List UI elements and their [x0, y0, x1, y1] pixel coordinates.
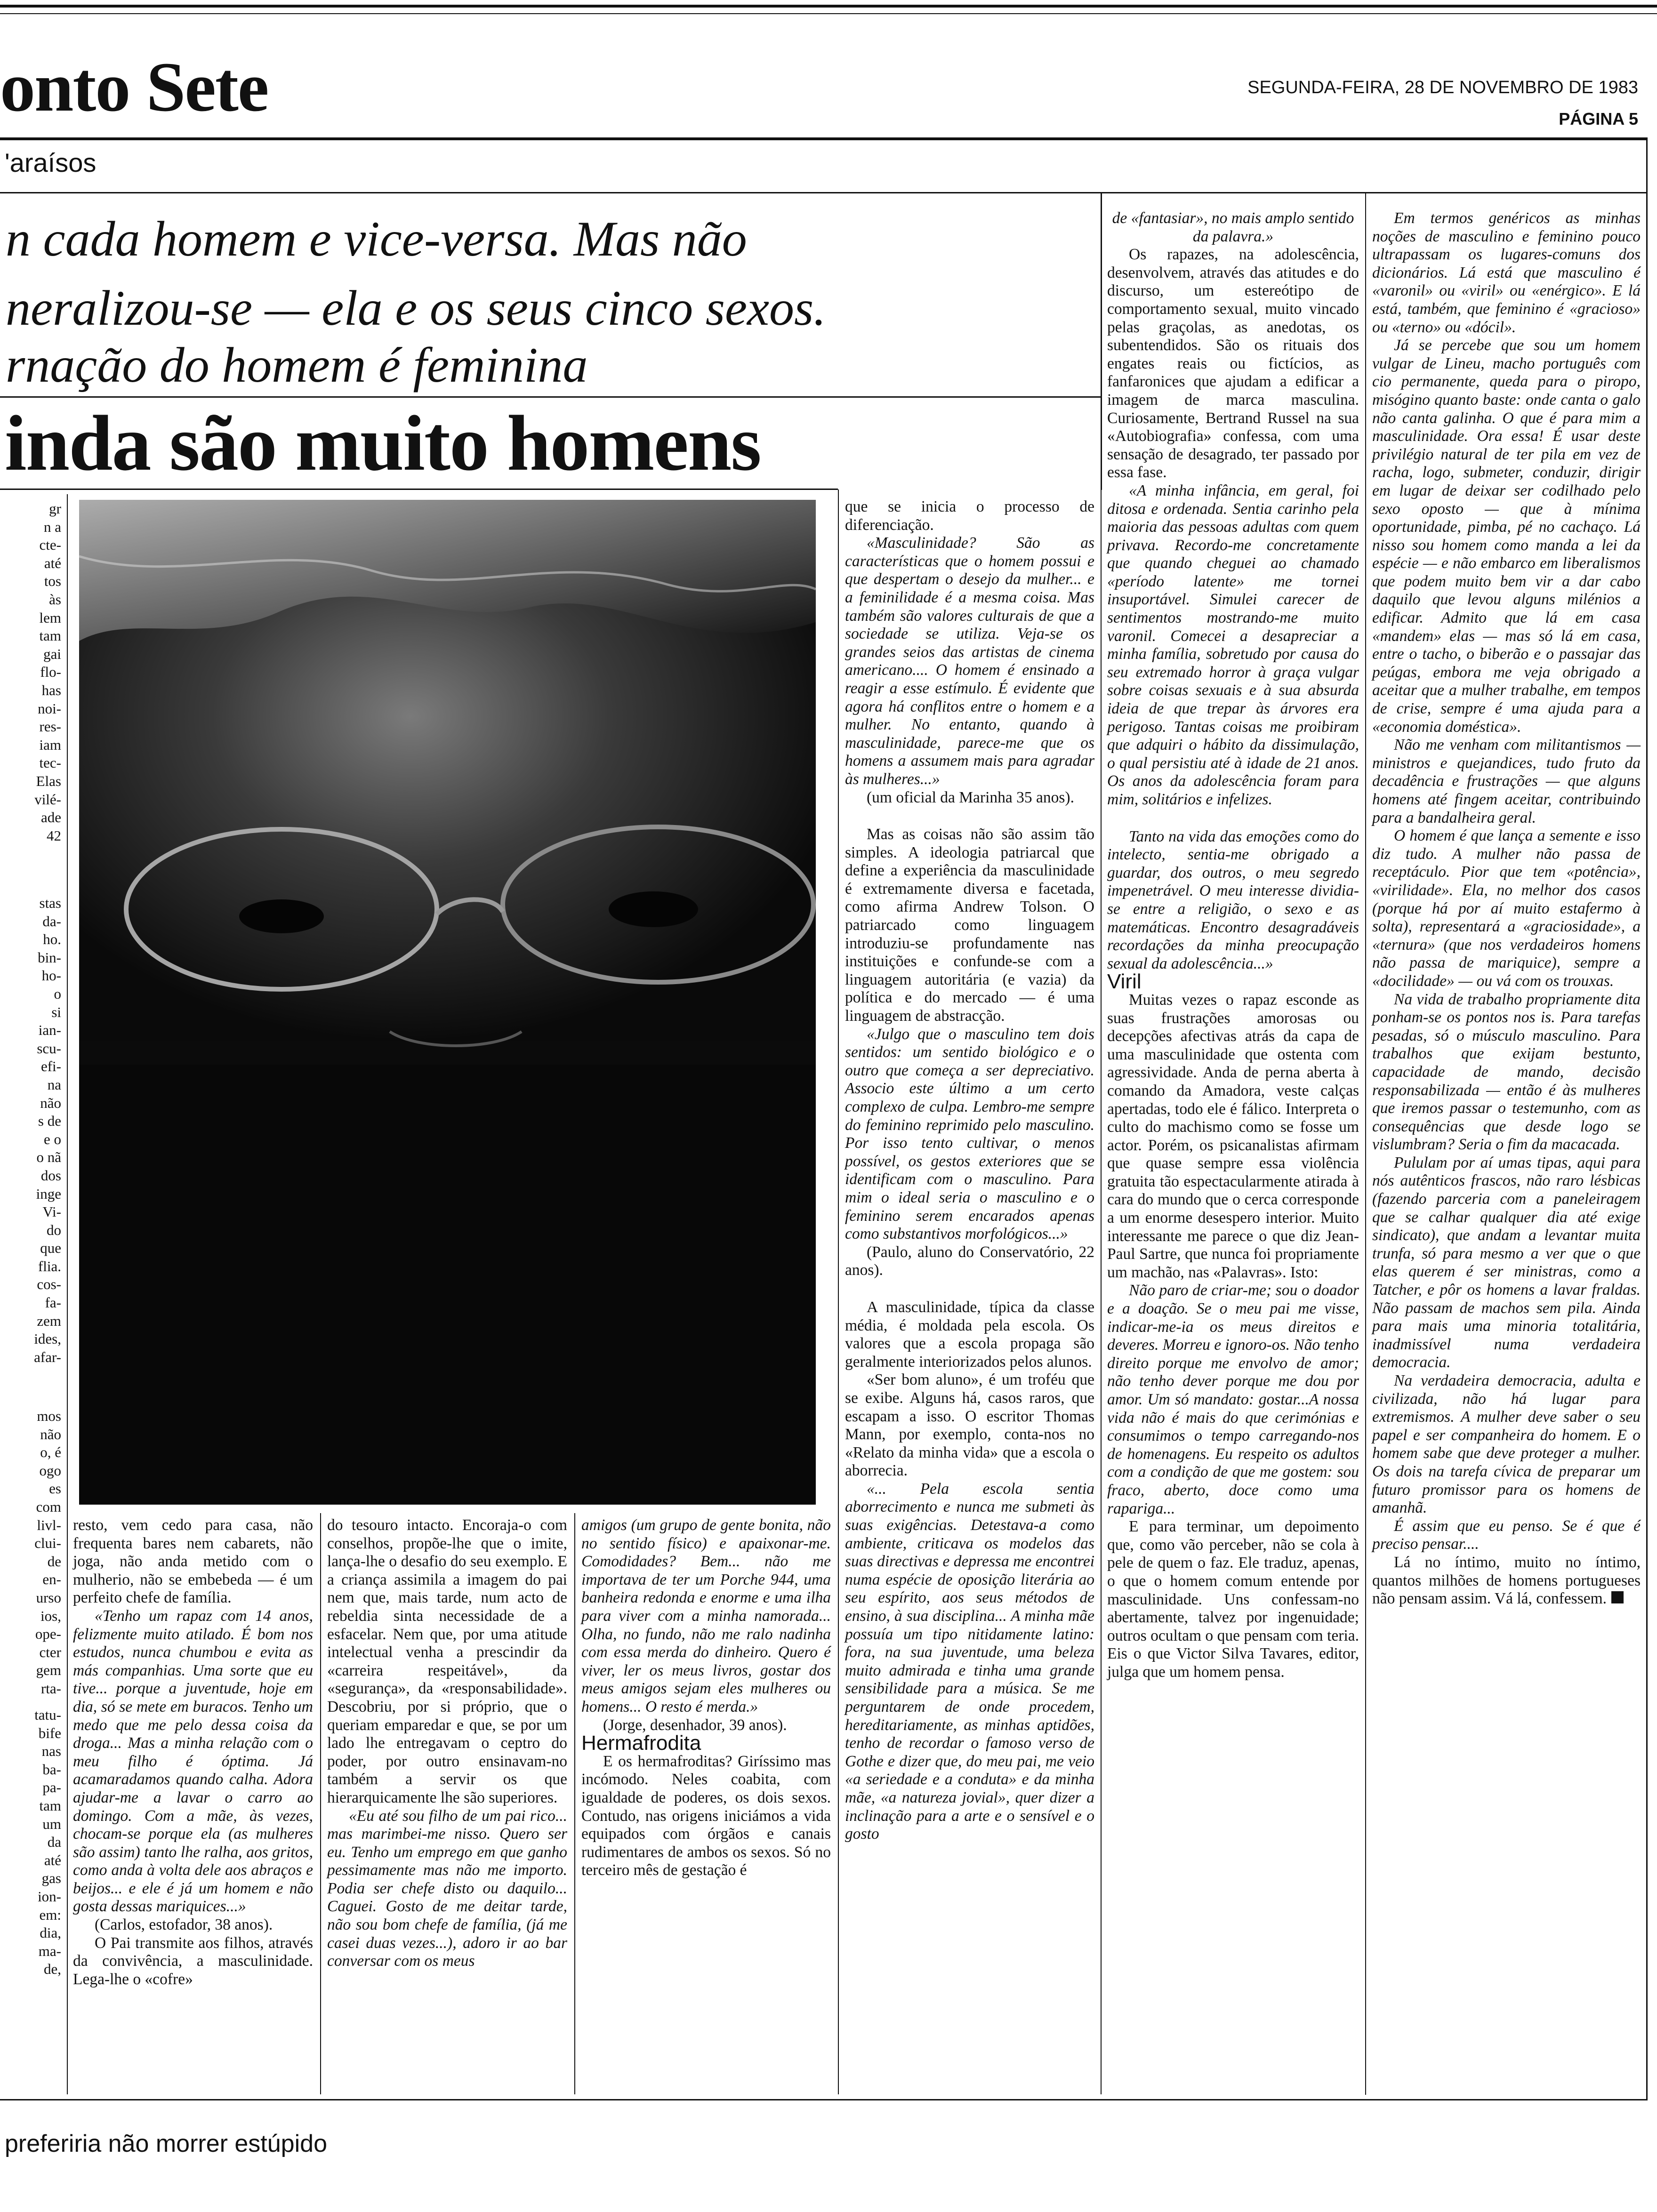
- attribution: (Paulo, aluno do Conservatório, 22 anos).: [845, 1243, 1094, 1279]
- edge-fragment: scu-: [37, 1040, 61, 1057]
- edge-fragment: gr: [49, 500, 61, 517]
- article-column-6: [1372, 209, 1641, 1608]
- paragraph: do tesouro intacto. Encoraja-o com conselhos, propõe-lhe que o imite, lança-lhe o desafio do seu exemplo. E a criança assimila a imagem do pai nem que, mais tarde, num acto de rebeldia sinta necessidade de a esfacelar. Nem que, por uma atitude intelectual venha a prescindir da «carreira respeitável», da «segurança», da «responsabilidade». Descobriu, por si próprio, que o queriam emparedar e que, se por um lado lhe entregavam o ceptro do poder, por outro ensinavam-no também a servir os que hierarquicamente lhe são superiores.: [327, 1516, 567, 1806]
- column-rule: [838, 489, 839, 2094]
- edge-fragment: nas: [41, 1743, 61, 1760]
- article-column-2: [327, 1516, 567, 1971]
- edge-fragment: s de: [38, 1113, 61, 1130]
- edge-fragment: inge: [36, 1185, 61, 1202]
- edge-fragment: 42: [47, 827, 61, 844]
- edge-fragment: fa-: [45, 1294, 61, 1311]
- quote-paragraph: Não paro de criar-me; sou o doador e a doação. Se o meu pai me visse, indicar-me-ia os meus direitos e deveres. Morreu e ignoro-os. Não tenho direito porque me envolvo de amor; não tenho dever porque me dou por amor. Um só mandato: gostar...A nossa vida não é mais do que cerimónias e consumimos o tempo carregando-nos de homenagens. Eu respeito os adultos com a condição de que me gostem: sou fraco, aberto, doce como uma rapariga...: [1107, 1282, 1359, 1517]
- edge-fragment: vilé-: [34, 791, 61, 808]
- edge-fragment: gai: [43, 645, 61, 662]
- edge-fragment: Vi-: [42, 1203, 61, 1220]
- edge-fragment: ion-: [38, 1888, 61, 1905]
- subheading-viril: Viril: [1107, 970, 1142, 994]
- edge-fragment: gem: [36, 1662, 61, 1679]
- edge-fragment: tos: [44, 573, 61, 590]
- edge-fragment: o nã: [36, 1149, 61, 1166]
- edge-fragment: flo-: [40, 664, 61, 681]
- deck-divider: [1101, 193, 1102, 490]
- quote-paragraph: «Julgo que o masculino tem dois sentidos: um sentido biológico e o outro que começa a ser depreciativo. Associo este último a um certo complexo de culpa. Lembro-me sempre do feminino reprimido pelo masculino. Por isso tento cultivar, o menos possível, os gestos exteriores que se identificam com o masculino. Para mim o ideal seria o masculino e o feminino serem encarados apenas como substantivos morfológicos...»: [845, 1025, 1094, 1243]
- edge-fragment: mos: [37, 1408, 61, 1424]
- edge-fragment: o: [54, 985, 61, 1002]
- edge-fragment: gas: [41, 1870, 61, 1887]
- paragraph: E para terminar, um depoimento que, como vão perceber, não se cola à pele de quem o faz. Ele traduz, apenas, o que o homem comum entende por masculinidade. Uns confessam-no abertamente, talvez por ingenuidade; outros ocultam o que pensam com teria. Eis o que Victor Silva Tavares, editor, julga que um homem pensa.: [1107, 1518, 1359, 1681]
- paragraph: Mas as coisas não são assim tão simples. A ideologia patriarcal que define a experiência da masculinidade é extremamente diversa e facetada, como afirma Andrew Tolson. O patriarcado como linguagem introduziu-se profundamente nas instituições e confunde-se com a linguagem autoritária (e vazia) da política e do mercado — é uma linguagem de abstracção.: [845, 825, 1094, 1025]
- paragraph: resto, vem cedo para casa, não frequenta bares nem cabarets, não joga, não anda metido com o mulherio, não se embebeda — é um perfeito chefe de família.: [73, 1516, 313, 1607]
- attribution: (Jorge, desenhador, 39 anos).: [603, 1716, 787, 1734]
- edge-fragment: cte-: [39, 537, 61, 553]
- subheading-hermafrodita: Hermafrodita: [581, 1731, 701, 1755]
- edge-fragment: do: [47, 1221, 61, 1238]
- edge-fragment: cter: [39, 1643, 61, 1660]
- issue-date: SEGUNDA-FEIRA, 28 DE NOVEMBRO DE 1983: [1247, 78, 1638, 97]
- quote-paragraph: O homem é que lança a semente e isso diz tudo. A mulher não passa de receptáculo. Pior que tem «potência», «virilidade». Ela, no melhor dos casos (porque há por aí muito estafermo à solta), representará a «graciosidade», a «ternura» (que nos verdadeiros homens não passa de mariquice), sempre a «docilidade» — ou vá com os trouxas.: [1372, 827, 1641, 990]
- edge-fragment: da: [47, 1834, 61, 1851]
- edge-fragment: n a: [43, 518, 61, 535]
- masthead-title: onto Sete: [0, 48, 268, 126]
- portrait-illustration: [79, 500, 816, 1505]
- paragraph: Muitas vezes o rapaz esconde as suas frustrações amorosas ou decepções afectivas atrás da capa de uma masculinidade que ostenta com agressividade. Anda de perna aberta à comando da Amadora, veste calças apertadas, todo ele é fálico. Interpreta o culto do machismo como se fosse um actor. Porém, os psicanalistas afirmam que quase sempre essa violência gratuita tão espectacularmente atirada à cara do mundo que o cerca corresponde a um enorme desespero interior. Muito interessante me parece o que diz Jean-Paul Sartre, que nunca foi propriamente um machão, nas «Palavras». Isto:: [1107, 991, 1359, 1281]
- page-number: PÁGINA 5: [1559, 109, 1638, 128]
- edge-fragment: ides,: [34, 1330, 61, 1347]
- article-column-4: [845, 498, 1094, 1843]
- paragraph: A masculinidade, típica da classe média, é moldada pela escola. Os valores que a escola propaga são geralmente interiorizados pelos alunos.: [845, 1298, 1094, 1370]
- edge-fragment: zem: [37, 1312, 61, 1329]
- quote-paragraph: «Tenho um rapaz com 14 anos, felizmente muito atilado. É bom nos estudos, nunca chumbou e evita as más companhias. Uma sorte que eu tive... porque a juventude, hoje em dia, só se mete em buracos. Tenho um medo que me pelo dessa coisa da droga... Mas a minha relação com o meu filho é óptima. Já acamaradamos quando calha. Adora ajudar-me a lavar o carro ao domingo. Com a mãe, às vezes, chocam-se porque ela (as mulheres são assim) tanto lhe ralha, aos gritos, como anda à volta dele aos abraços e beijos... e ele é já um homem e não gosta dessas mariquices...»: [73, 1607, 313, 1915]
- edge-fragment: o, é: [40, 1444, 61, 1461]
- edge-fragment: iam: [39, 736, 61, 753]
- article-column-3-bottom: [581, 1516, 831, 1880]
- edge-fragment: es: [49, 1480, 61, 1497]
- top-rule: [0, 5, 1657, 8]
- edge-fragment: dia,: [40, 1924, 61, 1941]
- edge-fragment: até: [44, 554, 61, 571]
- edge-fragment: da-: [42, 913, 61, 930]
- quote-paragraph: É assim que eu penso. Se é que é preciso pensar....: [1372, 1517, 1641, 1553]
- edge-fragment: ios,: [40, 1607, 61, 1624]
- deck-line-2: neralizou-se — ela e os seus cinco sexos.: [6, 281, 826, 336]
- edge-fragment: livl-: [37, 1516, 61, 1533]
- bottom-rule: [0, 2099, 1648, 2100]
- paragraph: E os hermafroditas? Giríssimo mas incómodo. Neles coabita, com igualdade de poderes, os dois sexos. Contudo, nas origens iniciámos a vida equipados com órgãos e canais rudimentares de ambos os sexos. Só no terceiro mês de gestação é: [581, 1752, 831, 1879]
- edge-fragment: na: [47, 1076, 61, 1093]
- column-rule: [1101, 489, 1102, 2094]
- edge-fragment: urso: [36, 1589, 61, 1606]
- paragraph: Os rapazes, na adolescência, desenvolvem, através das atitudes e do discurso, um estereótipo de comportamento sexual, muito vincado pelas graçolas, as anedotas, os subentendidos. São os rituais dos engates reais ou fictícios, as fanfaronices que ajudam a edificar a imagem de marca masculina. Curiosamente, Bertrand Russel na sua «Autobiografia» confessa, com uma sensação de desagrado, ter passado por essa fase.: [1107, 246, 1359, 481]
- edge-fragment: ope-: [35, 1626, 61, 1643]
- column-rule: [320, 1513, 321, 2094]
- article-column-5: [1107, 209, 1359, 1682]
- edge-fragment: de,: [43, 1961, 61, 1978]
- edge-fragment: cos-: [37, 1276, 61, 1293]
- edge-fragment: ian-: [38, 1022, 61, 1039]
- edge-fragment: clui-: [34, 1535, 61, 1552]
- edge-fragment: rta-: [40, 1680, 61, 1697]
- quote-paragraph: Não me venham com militantismos — ministros e quejandices, tudo fruto da decadência e frustrações — que alguns homens até fingem aceitar, contribuindo para a bandalheira geral.: [1372, 736, 1641, 826]
- edge-fragment: en-: [42, 1571, 61, 1588]
- attribution: (um oficial da Marinha 35 anos).: [867, 788, 1074, 806]
- deck-line-1: n cada homem e vice-versa. Mas não: [6, 211, 747, 266]
- edge-fragment: flia.: [38, 1258, 61, 1274]
- top-rule-thin: [0, 13, 1657, 14]
- headline-rule: [0, 489, 838, 490]
- end-mark-icon: [1611, 1591, 1624, 1603]
- edge-fragment: que: [40, 1240, 61, 1257]
- edge-fragment: stas: [39, 895, 61, 911]
- quote-paragraph: de «fantasiar», no mais amplo sentido da palavra.»: [1112, 209, 1354, 245]
- quote-paragraph: Em termos genéricos as minhas noções de masculino e feminino pouco ultrapassam os lugares-comuns dos dicionários. Lá está que masculino é «varonil» ou «viril» ou «enérgico». E lá está, também, que feminino é «gracioso» ou «terno» ou «dócil».: [1372, 209, 1641, 336]
- quote-paragraph: Já se percebe que sou um homem vulgar de Lineu, macho português com cio permanente, queda para o piropo, misógino quanto baste: onde canta o galo não canta galinha. O que é para mim a masculinidade. Ora essa! É usar deste privilégio natural de ter pila em vez de racha, logo, submeter, conduzir, dirigir em lugar de deixar ser codilhado pelo sexo oposto — que à mínima oportunidade, pimba, pé no cachaço. Lá nisso sou homem como manda a lei da espécie — e não embarco em liberalismos que podem muito bem vir a dar cabo daquilo que levou alguns milénios a edificar. Admito que lá em casa «mandem» elas — mas só lá em casa, entre o tacho, o biberão e o passajar das peúgas, embora me veja obrigado a aceitar que a mulher trabalhe, em tempos de crise, sempre é uma ajuda para a «economia doméstica».: [1372, 337, 1641, 736]
- edge-fragment: dos: [40, 1167, 61, 1184]
- portrait-photo: [79, 500, 816, 1505]
- edge-fragment: e o: [43, 1130, 61, 1147]
- edge-fragment: em:: [39, 1906, 61, 1923]
- paragraph: «Ser bom aluno», é um troféu que se exibe. Alguns há, casos raros, que escapam a isso. O escritor Thomas Mann, por exemplo, conta-nos no «Relato da minha vida» que a escola o aborrecia.: [845, 1371, 1094, 1480]
- section-label: 'araísos: [5, 148, 97, 177]
- quote-paragraph: Pululam por aí umas tipas, aqui para nós autênticos frascos, não raro lésbicas (fazendo parceria com a paneleiragem que se calhar qualquer dia até exige sindicato), que andam a levantar muita trunfa, só para mesmo a ver que o que elas querem é ser ministras, como a Tatcher, e pôr os homens a lavar fraldas. Não passam de machos sem pila. Ainda para mais uma minoria totalitária, inadmissível numa verdadeira democracia.: [1372, 1154, 1641, 1371]
- edge-fragment: até: [44, 1851, 61, 1868]
- left-edge-fragments-2: [5, 894, 61, 1366]
- left-edge-fragments-1: [5, 500, 61, 845]
- edge-fragment: tam: [39, 627, 61, 644]
- edge-fragment: bin-: [38, 949, 61, 966]
- quote-paragraph: «A minha infância, em geral, foi ditosa e ordenada. Sentia carinho pela maioria das pessoas adultas com quem privava. Recordo-me concretamente que quando cheguei ao chamado «período latente» me tornei insuportável. Simulei carecer de sentimentos mostrando-me muito varonil. Comecei a desapreciar a minha família, sobretudo por causa do seu extremado horror à graça vulgar sobre coisas sexuais e à sua absurda ideia de que trepar às árvores era perigoso. Tantas coisas me proibiram que adquiri o hábito da dissimulação, o qual persistiu até à idade de 21 anos. Os anos da adolescência foram para mim, solitários e infelizes.: [1107, 481, 1359, 808]
- column-rule: [574, 1513, 575, 2094]
- edge-fragment: afar-: [34, 1348, 61, 1365]
- edge-fragment: tam: [39, 1797, 61, 1814]
- edge-fragment: lem: [39, 609, 61, 626]
- edge-fragment: não: [40, 1426, 61, 1443]
- edge-fragment: has: [41, 681, 61, 698]
- deck-line-3: rnação do homem é feminina: [6, 337, 588, 393]
- quote-paragraph: Tanto na vida das emoções como do intelecto, sentia-me obrigado a guardar, dos outros, o meu segredo impenetrável. O meu interesse dividia-se entre a religião, o sexo e as matemáticas. Encontro desagradáveis recordações da minha preocupação sexual da adolescência...»: [1107, 827, 1359, 972]
- quote-paragraph: Na verdadeira democracia, adulta e civilizada, não há lugar para extremismos. A mulher deve saber o seu papel e ser companheira do homem. E o homem sabe que deve proteger a mulher. Os dois na tarefa cívica de preparar um futuro promissor para os homens de amanhã.: [1372, 1372, 1641, 1517]
- edge-fragment: ogo: [39, 1462, 61, 1479]
- edge-fragment: com: [36, 1498, 61, 1515]
- edge-fragment: ho.: [43, 931, 61, 948]
- closing-paragraph: [1372, 1554, 1641, 1608]
- edge-fragment: de: [47, 1553, 61, 1570]
- edge-fragment: ho-: [41, 967, 61, 984]
- edge-fragment: res-: [39, 718, 61, 735]
- paragraph: que se inicia o processo de diferenciação.: [845, 498, 1094, 534]
- closing-text: Lá no íntimo, muito no íntimo, quantos milhões de homens portugueses não pensam assim. Vá lá, confessem.: [1372, 1553, 1641, 1608]
- edge-fragment: às: [49, 591, 61, 608]
- article-column-1: [73, 1516, 313, 1988]
- edge-fragment: pa-: [42, 1779, 61, 1796]
- edge-fragment: ba-: [42, 1761, 61, 1778]
- edge-fragment: Elas: [36, 772, 61, 789]
- left-edge-fragments-4: [5, 1706, 61, 1979]
- section-rule: [0, 192, 1648, 193]
- edge-fragment: noi-: [38, 700, 61, 717]
- left-edge-fragments-3: [5, 1407, 61, 1698]
- quote-paragraph: «Masculinidade? São as características que o homem possui e que despertam o desejo da mulher... e a feminilidade é a mesma coisa. Mas também são valores culturais de que a sociedade se utiliza. Veja-se os grandes seios das artistas de cinema americano.... O homem é ensinado a reagir a esse estímulo. É evidente que agora há conflitos entre o homem e a mulher. No entanto, quando à masculinidade, parece-me que os homens a assumem mais para agradar às mulheres...»: [845, 534, 1094, 788]
- edge-fragment: efi-: [40, 1058, 61, 1075]
- deck-rule: [0, 396, 1101, 398]
- quote-paragraph: amigos (um grupo de gente bonita, não no sentido físico) e apaixonar-me. Comodidades? Bem... não me importava de ter um Porche 944, uma banheira redonda e enorme e uma ilha para viver com a minha namorada... Olha, no fundo, não me ralo nadinha com essa merda do dinheiro. Quero é viver, ler os meus livros, gostar dos meus amigos sejam eles mulheres ou homens... O resto é merda.»: [581, 1516, 831, 1715]
- frame-right: [1646, 137, 1648, 2100]
- column-rule: [67, 494, 68, 2094]
- attribution: (Carlos, estofador, 38 anos).: [95, 1916, 273, 1934]
- quote-paragraph: «... Pela escola sentia aborrecimento e nunca me submeti às suas exigências. Detestava-a como ambiente, criticava os modelos das suas directivas e depressa me encontrei numa espécie de oposição literária ao seu espírito, aos seus métodos de ensino, à sua disciplina... A minha mãe possuía um tipo nitidamente latino: fora, na sua juventude, uma beleza muito admirada e tinha uma grande sensibilidade para a música. Se me perguntarem de onde procedem, hereditariamente, as minhas aptidões, tenho de recordar o famoso verso de Gothe e dizer que, do meu pai, me veio «a seriedade e a conduta» e da minha mãe, «a natureza jovial», quer dizer a inclinação para a arte e o sensível e o gosto: [845, 1480, 1094, 1843]
- edge-fragment: tec-: [39, 754, 61, 771]
- quote-paragraph: Na vida de trabalho propriamente dita ponham-se os pontos nos is. Para tarefas pesadas, só o músculo masculino. Para trabalhos que exijam bestunto, capacidade de mando, decisão responsabilizada — então é às mulheres que iremos passar o testemunho, com as consequências que desde logo se vislumbram? Seria o fim da macacada.: [1372, 990, 1641, 1154]
- masthead-rule: [0, 137, 1648, 140]
- edge-fragment: um: [42, 1815, 61, 1832]
- paragraph: O Pai transmite aos filhos, através da convivência, a masculinidade. Lega-lhe o «cofre»: [73, 1934, 313, 1988]
- edge-fragment: bife: [38, 1724, 61, 1741]
- edge-fragment: ade: [40, 809, 61, 826]
- column-rule: [1365, 193, 1366, 2095]
- next-article-teaser: preferiria não morrer estúpido: [5, 2130, 327, 2157]
- edge-fragment: si: [51, 1003, 61, 1020]
- edge-fragment: ma-: [38, 1942, 61, 1959]
- edge-fragment: tatu-: [34, 1707, 61, 1723]
- headline: inda são muito homens: [5, 400, 761, 487]
- edge-fragment: não: [40, 1094, 61, 1111]
- quote-paragraph: «Eu até sou filho de um pai rico... mas marimbei-me nisso. Quero ser eu. Tenho um emprego em que ganho pessimamente mas não me importo. Podia ser chefe disto ou daquilo... Caguei. Gosto de me deitar tarde, não sou bom chefe de família, (já me casei duas vezes...), adoro ir ao bar conversar com os meus: [327, 1807, 567, 1970]
